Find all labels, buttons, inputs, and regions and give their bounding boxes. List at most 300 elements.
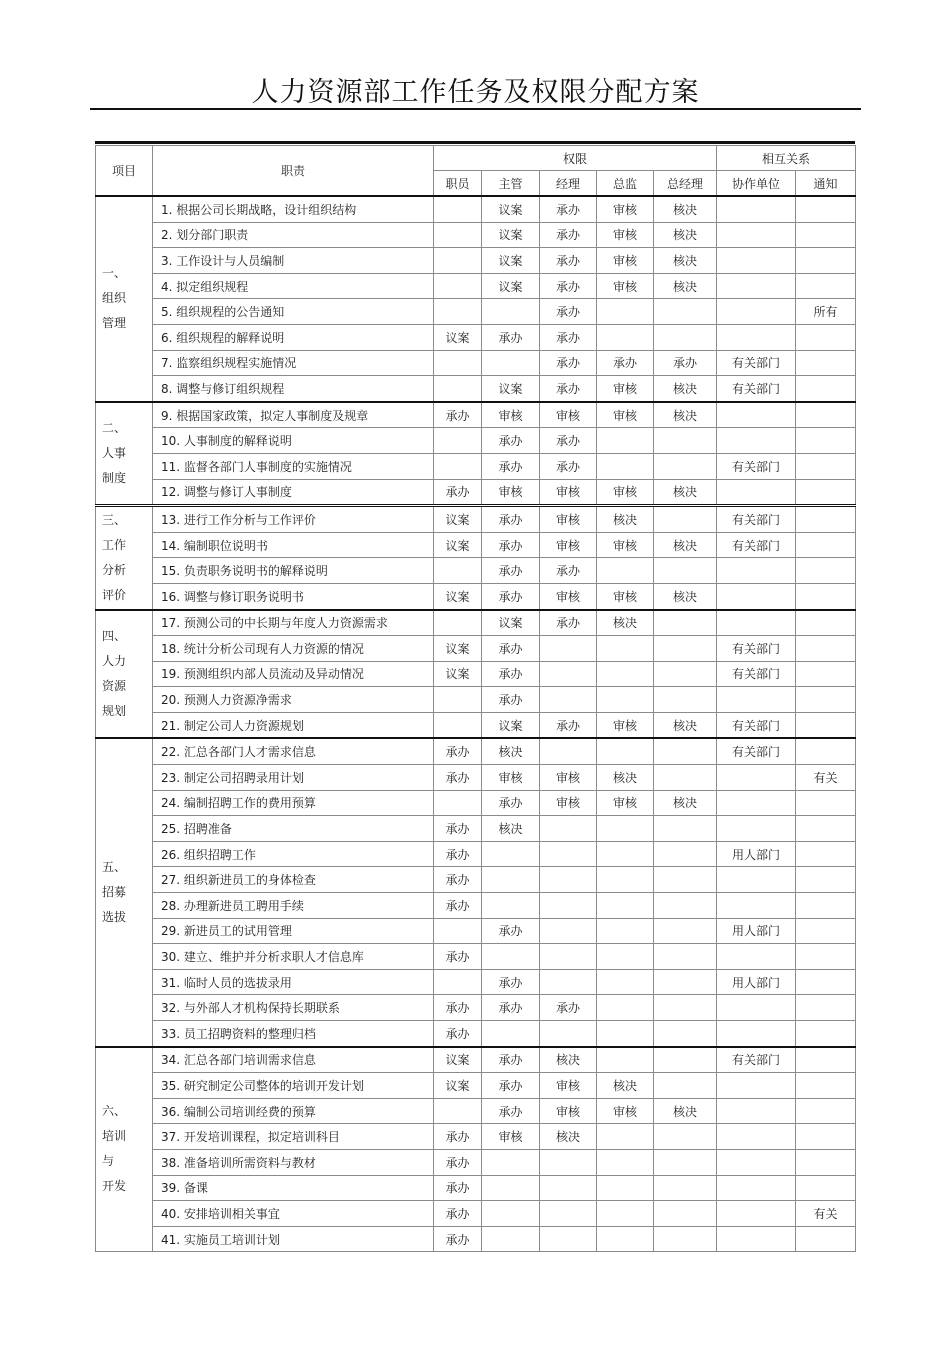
cell-cooperate: 有关部门: [717, 376, 796, 402]
cell-staff: 承办: [434, 402, 482, 428]
section-name-line: 二、: [102, 420, 127, 435]
cell-staff: [434, 1098, 482, 1124]
cell-director: [597, 738, 654, 764]
duty-cell: 8. 调整与修订组织规程: [153, 376, 434, 402]
table-row: [96, 841, 856, 867]
cell-notify: [796, 1226, 856, 1252]
cell-notify: [796, 402, 856, 428]
cell-staff: 议案: [434, 324, 482, 350]
cell-staff: [434, 428, 482, 454]
cell-staff: 承办: [434, 816, 482, 842]
table-row: [96, 816, 856, 842]
cell-director: [597, 1124, 654, 1150]
cell-director: [597, 558, 654, 584]
cell-general-manager: [654, 1175, 717, 1201]
cell-supervisor: [482, 841, 540, 867]
cell-director: [597, 995, 654, 1021]
cell-cooperate: [717, 944, 796, 970]
cell-manager: 审核: [540, 765, 597, 791]
cell-cooperate: [717, 610, 796, 636]
cell-notify: [796, 558, 856, 584]
cell-general-manager: [654, 558, 717, 584]
cell-manager: [540, 841, 597, 867]
table-row: [96, 867, 856, 893]
cell-notify: [796, 841, 856, 867]
cell-cooperate: [717, 1226, 796, 1252]
cell-supervisor: 审核: [482, 1124, 540, 1150]
cell-notify: [796, 1021, 856, 1047]
section-name-line: 三、: [102, 512, 127, 527]
cell-supervisor: 承办: [482, 661, 540, 687]
duty-cell: 29. 新进员工的试用管理: [153, 918, 434, 944]
duty-cell: 18. 统计分析公司现有人力资源的情况: [153, 636, 434, 662]
cell-general-manager: 核决: [654, 479, 717, 506]
cell-general-manager: [654, 299, 717, 325]
cell-staff: 议案: [434, 583, 482, 609]
cell-general-manager: 核决: [654, 1098, 717, 1124]
section-name-line: 分析: [102, 562, 127, 577]
cell-manager: 承办: [540, 712, 597, 738]
duty-cell: 27. 组织新进员工的身体检查: [153, 867, 434, 893]
title-underline: [90, 108, 861, 110]
cell-manager: [540, 1175, 597, 1201]
cell-manager: 审核: [540, 402, 597, 428]
cell-supervisor: 承办: [482, 1098, 540, 1124]
table-row: [96, 1201, 856, 1227]
cell-general-manager: [654, 944, 717, 970]
section-name-line: 开发: [102, 1179, 127, 1194]
cell-cooperate: [717, 893, 796, 919]
cell-notify: [796, 376, 856, 402]
section-name-line: 资源: [102, 678, 127, 693]
cell-supervisor: [482, 944, 540, 970]
cell-director: 核决: [597, 506, 654, 533]
cell-notify: [796, 479, 856, 506]
cell-manager: 审核: [540, 790, 597, 816]
cell-cooperate: [717, 479, 796, 506]
cell-cooperate: 有关部门: [717, 636, 796, 662]
duty-cell: 5. 组织规程的公告通知: [153, 299, 434, 325]
cell-staff: 议案: [434, 661, 482, 687]
cell-manager: 承办: [540, 350, 597, 376]
cell-general-manager: [654, 918, 717, 944]
cell-cooperate: [717, 222, 796, 248]
section-name-line: 一、: [102, 266, 127, 281]
cell-general-manager: [654, 1021, 717, 1047]
cell-staff: 承办: [434, 765, 482, 791]
cell-supervisor: [482, 299, 540, 325]
table-row: [96, 790, 856, 816]
cell-staff: 承办: [434, 738, 482, 764]
cell-staff: 承办: [434, 995, 482, 1021]
table-row: [96, 402, 856, 428]
cell-cooperate: [717, 1175, 796, 1201]
table-row: [96, 712, 856, 738]
table-row: [96, 765, 856, 791]
duty-cell: 34. 汇总各部门培训需求信息: [153, 1047, 434, 1073]
section-name: [96, 196, 153, 402]
cell-staff: [434, 610, 482, 636]
duty-cell: 31. 临时人员的选拔录用: [153, 969, 434, 995]
cell-cooperate: 有关部门: [717, 1047, 796, 1073]
header-manager: 经理: [540, 171, 597, 197]
cell-manager: [540, 918, 597, 944]
cell-notify: [796, 222, 856, 248]
duty-cell: 6. 组织规程的解释说明: [153, 324, 434, 350]
cell-cooperate: [717, 558, 796, 584]
cell-notify: [796, 969, 856, 995]
cell-director: 审核: [597, 402, 654, 428]
cell-general-manager: [654, 995, 717, 1021]
table-row: [96, 661, 856, 687]
cell-manager: 承办: [540, 196, 597, 222]
cell-general-manager: [654, 610, 717, 636]
table-row: [96, 558, 856, 584]
cell-general-manager: 核决: [654, 222, 717, 248]
section-name-line: 与: [102, 1154, 115, 1169]
cell-director: 审核: [597, 222, 654, 248]
table-row: [96, 687, 856, 713]
cell-general-manager: 承办: [654, 350, 717, 376]
cell-cooperate: [717, 583, 796, 609]
cell-manager: [540, 1149, 597, 1175]
cell-notify: [796, 506, 856, 533]
table-row: [96, 479, 856, 506]
duty-cell: 32. 与外部人才机构保持长期联系: [153, 995, 434, 1021]
cell-manager: 审核: [540, 1073, 597, 1099]
section-name-line: 选拔: [102, 910, 127, 925]
cell-general-manager: 核决: [654, 532, 717, 558]
cell-manager: 承办: [540, 558, 597, 584]
cell-supervisor: 议案: [482, 712, 540, 738]
cell-supervisor: 核决: [482, 816, 540, 842]
section-name-line: 六、: [102, 1104, 127, 1119]
cell-cooperate: 有关部门: [717, 532, 796, 558]
cell-staff: [434, 558, 482, 584]
section-name-line: 规划: [102, 703, 127, 718]
cell-supervisor: 议案: [482, 196, 540, 222]
section-name-line: 评价: [102, 587, 127, 602]
duty-cell: 24. 编制招聘工作的费用预算: [153, 790, 434, 816]
section-name: [96, 506, 153, 610]
cell-staff: [434, 918, 482, 944]
cell-staff: 承办: [434, 1226, 482, 1252]
cell-supervisor: 承办: [482, 995, 540, 1021]
table-row: [96, 428, 856, 454]
cell-director: 审核: [597, 376, 654, 402]
header-row-top: [96, 146, 856, 171]
cell-notify: [796, 350, 856, 376]
cell-manager: [540, 636, 597, 662]
cell-supervisor: [482, 1149, 540, 1175]
cell-supervisor: [482, 350, 540, 376]
section-name-line: 制度: [102, 470, 127, 485]
cell-supervisor: 议案: [482, 376, 540, 402]
cell-notify: [796, 738, 856, 764]
duty-cell: 9. 根据国家政策，拟定人事制度及规章: [153, 402, 434, 428]
cell-staff: [434, 969, 482, 995]
cell-director: 核决: [597, 1073, 654, 1099]
cell-staff: [434, 712, 482, 738]
table-row: [96, 918, 856, 944]
cell-supervisor: 承办: [482, 532, 540, 558]
cell-cooperate: [717, 196, 796, 222]
cell-general-manager: 核决: [654, 712, 717, 738]
cell-notify: [796, 248, 856, 274]
cell-cooperate: 有关部门: [717, 738, 796, 764]
cell-notify: [796, 196, 856, 222]
authority-table: [95, 145, 856, 1252]
cell-notify: [796, 1073, 856, 1099]
header-cooperate: 协作单位: [717, 171, 796, 197]
cell-manager: 承办: [540, 222, 597, 248]
cell-staff: 承办: [434, 1149, 482, 1175]
cell-notify: [796, 610, 856, 636]
cell-cooperate: [717, 790, 796, 816]
section-name-line: 人力: [102, 653, 127, 668]
duty-cell: 7. 监察组织规程实施情况: [153, 350, 434, 376]
duty-cell: 26. 组织招聘工作: [153, 841, 434, 867]
cell-director: 审核: [597, 196, 654, 222]
cell-director: 审核: [597, 248, 654, 274]
cell-cooperate: [717, 867, 796, 893]
table-row: [96, 995, 856, 1021]
cell-director: [597, 816, 654, 842]
cell-director: [597, 1021, 654, 1047]
cell-director: 审核: [597, 583, 654, 609]
cell-director: [597, 687, 654, 713]
section-name-line: 组织: [102, 291, 127, 306]
cell-cooperate: [717, 1124, 796, 1150]
table-row: [96, 610, 856, 636]
duty-cell: 3. 工作设计与人员编制: [153, 248, 434, 274]
section-name-line: 培训: [102, 1129, 127, 1144]
cell-general-manager: 核决: [654, 248, 717, 274]
cell-supervisor: [482, 1175, 540, 1201]
cell-supervisor: 承办: [482, 636, 540, 662]
cell-general-manager: [654, 1073, 717, 1099]
cell-general-manager: 核决: [654, 196, 717, 222]
section-name-line: 人事: [102, 445, 127, 460]
table-row: [96, 1021, 856, 1047]
cell-manager: [540, 944, 597, 970]
cell-general-manager: [654, 428, 717, 454]
cell-notify: [796, 636, 856, 662]
cell-cooperate: [717, 273, 796, 299]
cell-general-manager: [654, 1226, 717, 1252]
cell-general-manager: 核决: [654, 273, 717, 299]
duty-cell: 25. 招聘准备: [153, 816, 434, 842]
cell-supervisor: [482, 1226, 540, 1252]
cell-staff: 议案: [434, 1047, 482, 1073]
cell-director: [597, 1175, 654, 1201]
cell-staff: [434, 350, 482, 376]
cell-supervisor: 承办: [482, 918, 540, 944]
cell-manager: 核决: [540, 1124, 597, 1150]
cell-staff: [434, 248, 482, 274]
duty-cell: 38. 准备培训所需资料与教材: [153, 1149, 434, 1175]
cell-general-manager: [654, 636, 717, 662]
cell-director: [597, 1047, 654, 1073]
cell-supervisor: 承办: [482, 687, 540, 713]
duty-cell: 21. 制定公司人力资源规划: [153, 712, 434, 738]
cell-supervisor: 审核: [482, 402, 540, 428]
cell-cooperate: [717, 1073, 796, 1099]
table-row: [96, 222, 856, 248]
cell-director: 审核: [597, 532, 654, 558]
header-duty: 职责: [153, 146, 434, 197]
cell-director: 核决: [597, 765, 654, 791]
cell-cooperate: 用人部门: [717, 841, 796, 867]
cell-director: [597, 453, 654, 479]
section-name-line: 工作: [102, 537, 127, 552]
duty-cell: 20. 预测人力资源净需求: [153, 687, 434, 713]
cell-cooperate: [717, 765, 796, 791]
cell-manager: 审核: [540, 532, 597, 558]
table-row: [96, 532, 856, 558]
cell-director: 承办: [597, 350, 654, 376]
cell-staff: [434, 273, 482, 299]
cell-notify: [796, 944, 856, 970]
cell-general-manager: [654, 841, 717, 867]
cell-supervisor: 承办: [482, 1073, 540, 1099]
table-row: [96, 376, 856, 402]
cell-cooperate: [717, 248, 796, 274]
duty-cell: 10. 人事制度的解释说明: [153, 428, 434, 454]
cell-general-manager: [654, 969, 717, 995]
duty-cell: 35. 研究制定公司整体的培训开发计划: [153, 1073, 434, 1099]
cell-staff: 承办: [434, 1175, 482, 1201]
cell-staff: [434, 453, 482, 479]
cell-notify: [796, 273, 856, 299]
cell-notify: [796, 1047, 856, 1073]
cell-director: [597, 841, 654, 867]
cell-cooperate: [717, 1021, 796, 1047]
header-project: 项目: [96, 146, 153, 197]
cell-notify: [796, 661, 856, 687]
cell-notify: [796, 583, 856, 609]
cell-notify: [796, 1149, 856, 1175]
table-row: [96, 324, 856, 350]
duty-cell: 17. 预测公司的中长期与年度人力资源需求: [153, 610, 434, 636]
cell-cooperate: [717, 299, 796, 325]
cell-director: 核决: [597, 610, 654, 636]
cell-supervisor: 承办: [482, 453, 540, 479]
cell-notify: [796, 324, 856, 350]
cell-staff: 承办: [434, 841, 482, 867]
table-row: [96, 196, 856, 222]
cell-cooperate: [717, 995, 796, 1021]
cell-notify: [796, 428, 856, 454]
cell-director: 审核: [597, 712, 654, 738]
cell-supervisor: 承办: [482, 558, 540, 584]
cell-notify: [796, 918, 856, 944]
table-row: [96, 248, 856, 274]
cell-supervisor: 承办: [482, 428, 540, 454]
cell-director: 审核: [597, 1098, 654, 1124]
cell-manager: [540, 893, 597, 919]
table-top-rule: [95, 141, 855, 144]
cell-notify: [796, 893, 856, 919]
cell-notify: [796, 816, 856, 842]
cell-general-manager: 核决: [654, 583, 717, 609]
cell-supervisor: [482, 1201, 540, 1227]
cell-staff: [434, 196, 482, 222]
cell-manager: 承办: [540, 248, 597, 274]
cell-director: [597, 636, 654, 662]
duty-cell: 11. 监督各部门人事制度的实施情况: [153, 453, 434, 479]
duty-cell: 13. 进行工作分析与工作评价: [153, 506, 434, 533]
duty-cell: 41. 实施员工培训计划: [153, 1226, 434, 1252]
cell-staff: 承办: [434, 1201, 482, 1227]
cell-manager: 审核: [540, 506, 597, 533]
cell-notify: [796, 1098, 856, 1124]
cell-notify: [796, 1124, 856, 1150]
cell-supervisor: [482, 867, 540, 893]
cell-manager: 承办: [540, 273, 597, 299]
cell-general-manager: [654, 1201, 717, 1227]
cell-general-manager: 核决: [654, 790, 717, 816]
cell-general-manager: [654, 506, 717, 533]
cell-notify: 有关: [796, 765, 856, 791]
duty-cell: 2. 划分部门职责: [153, 222, 434, 248]
duty-cell: 16. 调整与修订职务说明书: [153, 583, 434, 609]
duty-cell: 36. 编制公司培训经费的预算: [153, 1098, 434, 1124]
cell-general-manager: [654, 661, 717, 687]
cell-manager: [540, 867, 597, 893]
cell-cooperate: [717, 1149, 796, 1175]
cell-manager: [540, 816, 597, 842]
cell-staff: 承办: [434, 479, 482, 506]
cell-notify: [796, 790, 856, 816]
duty-cell: 1. 根据公司长期战略，设计组织结构: [153, 196, 434, 222]
cell-director: 审核: [597, 273, 654, 299]
table-row: [96, 944, 856, 970]
cell-cooperate: 有关部门: [717, 506, 796, 533]
cell-general-manager: [654, 324, 717, 350]
cell-cooperate: 有关部门: [717, 350, 796, 376]
cell-staff: [434, 687, 482, 713]
cell-general-manager: [654, 453, 717, 479]
header-staff: 职员: [434, 171, 482, 197]
table-row: [96, 1226, 856, 1252]
cell-cooperate: [717, 687, 796, 713]
header-director: 总监: [597, 171, 654, 197]
duty-cell: 39. 备课: [153, 1175, 434, 1201]
cell-cooperate: 有关部门: [717, 453, 796, 479]
duty-cell: 12. 调整与修订人事制度: [153, 479, 434, 506]
cell-supervisor: 审核: [482, 479, 540, 506]
cell-supervisor: 审核: [482, 765, 540, 791]
cell-supervisor: 议案: [482, 222, 540, 248]
cell-director: [597, 918, 654, 944]
header-authority: 权限: [434, 146, 717, 171]
cell-director: [597, 969, 654, 995]
cell-cooperate: 有关部门: [717, 661, 796, 687]
cell-director: 审核: [597, 790, 654, 816]
cell-director: [597, 1226, 654, 1252]
cell-staff: 承办: [434, 867, 482, 893]
cell-notify: 所有: [796, 299, 856, 325]
cell-staff: 承办: [434, 893, 482, 919]
cell-manager: [540, 738, 597, 764]
cell-general-manager: 核决: [654, 402, 717, 428]
cell-supervisor: 议案: [482, 248, 540, 274]
cell-staff: 承办: [434, 1124, 482, 1150]
section-name: [96, 738, 153, 1046]
table-row: [96, 738, 856, 764]
cell-manager: 承办: [540, 376, 597, 402]
